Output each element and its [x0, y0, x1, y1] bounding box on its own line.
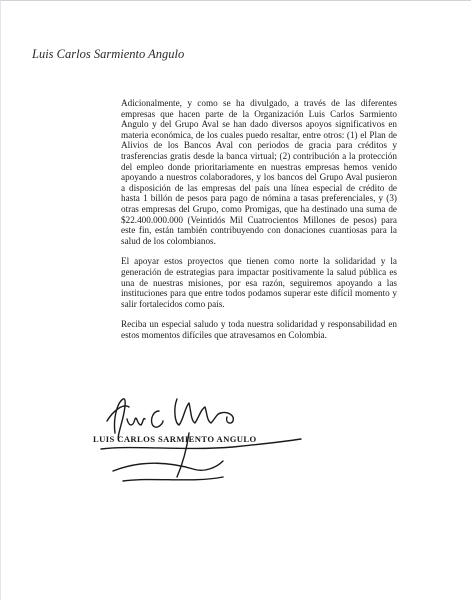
paragraph-closing: Reciba un especial saludo y toda nuestra solidaridad y responsabilidad en estos momentos difíciles que atravesamos en Colombia. — [121, 319, 397, 340]
letterhead-name: Luis Carlos Sarmiento Angulo — [32, 47, 185, 61]
signatory-name: LUIS CARLOS SARMIENTO ANGULO — [93, 434, 257, 444]
signature-block — [93, 381, 313, 501]
paragraph-mission: El apoyar estos proyectos que tienen como norte la solidaridad y la generación de estrategias para impactar positivamente la salud pública es una de nuestras misiones, por esa razón, seguiremos apoyando a las instituciones para que entre todos podamos superar este difícil momento y salir fortalecidos como país. — [121, 256, 397, 309]
paragraph-support: Adicionalmente, y como se ha divulgado, a través de las diferentes empresas que hacen parte de la Organización Luis Carlos Sarmiento Angulo y del Grupo Aval se han dado diversos apoyos significativos en materia económica, de los cuales puedo resaltar, entre otros: (1) el Plan de Alivios de los Bancos Aval con periodos de gracia para créditos y trasferencias gratis desde la banca virtual; (2) contribución a la protección del empleo donde prioritariamente en nuestras empresas hemos venido apoyando a nuestros colaboradores, y los bancos del Grupo Aval pusieron a disposición de las empresas del país una línea especial de crédito de hasta 1 billón de pesos para pago de nómina a tasas preferenciales, y (3) otras empresas del Grupo, como Promigas, que ha destinado una suma de $22.400.000.000 (Veintidós Mil Cuatrocientos Millones de pesos) para este fin, están también contribuyendo con donaciones cuantiosas para la salud de los colombianos. — [121, 98, 397, 246]
letter-body — [121, 98, 397, 350]
